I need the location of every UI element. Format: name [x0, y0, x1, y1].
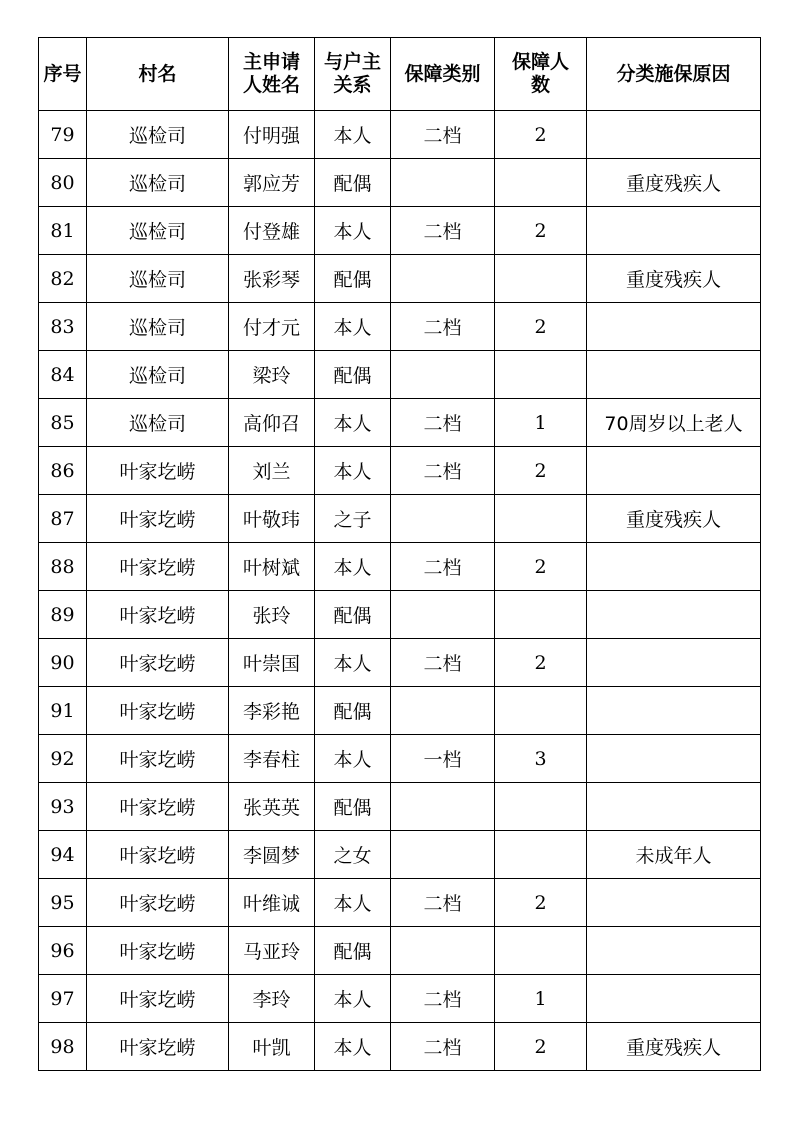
cell-persons: 3 — [495, 735, 587, 783]
cell-reason: 重度残疾人 — [587, 1023, 761, 1071]
cell-persons: 2 — [495, 879, 587, 927]
cell-relation: 本人 — [315, 975, 391, 1023]
cell-applicant-name: 叶维诚 — [229, 879, 315, 927]
cell-seq: 88 — [39, 543, 87, 591]
cell-reason: 重度残疾人 — [587, 159, 761, 207]
cell-relation: 本人 — [315, 735, 391, 783]
cell-seq: 84 — [39, 351, 87, 399]
cell-village: 叶家圪崂 — [87, 639, 229, 687]
cell-village: 叶家圪崂 — [87, 447, 229, 495]
assistance-table — [38, 37, 761, 1071]
cell-relation: 配偶 — [315, 687, 391, 735]
header-seq: 序号 — [39, 38, 87, 111]
cell-seq: 93 — [39, 783, 87, 831]
table-row — [39, 1023, 761, 1071]
cell-relation: 本人 — [315, 543, 391, 591]
cell-category — [391, 927, 495, 975]
cell-seq: 95 — [39, 879, 87, 927]
cell-relation: 本人 — [315, 1023, 391, 1071]
cell-relation: 本人 — [315, 303, 391, 351]
cell-reason — [587, 591, 761, 639]
cell-seq: 89 — [39, 591, 87, 639]
cell-category: 二档 — [391, 543, 495, 591]
cell-seq: 87 — [39, 495, 87, 543]
cell-village: 巡检司 — [87, 351, 229, 399]
cell-applicant-name: 叶敬玮 — [229, 495, 315, 543]
cell-persons: 2 — [495, 303, 587, 351]
cell-reason — [587, 111, 761, 159]
cell-village: 叶家圪崂 — [87, 591, 229, 639]
cell-applicant-name: 李春柱 — [229, 735, 315, 783]
header-reason: 分类施保原因 — [587, 38, 761, 111]
cell-category — [391, 351, 495, 399]
table-row — [39, 399, 761, 447]
header-relation — [315, 38, 391, 111]
header-applicant-line1: 主申请 — [242, 51, 300, 73]
cell-seq: 83 — [39, 303, 87, 351]
cell-category — [391, 783, 495, 831]
cell-village: 叶家圪崂 — [87, 1023, 229, 1071]
cell-relation: 配偶 — [315, 255, 391, 303]
cell-relation: 之子 — [315, 495, 391, 543]
cell-category — [391, 687, 495, 735]
cell-seq: 90 — [39, 639, 87, 687]
cell-village: 叶家圪崂 — [87, 879, 229, 927]
cell-reason — [587, 927, 761, 975]
cell-applicant-name: 付才元 — [229, 303, 315, 351]
cell-village: 叶家圪崂 — [87, 927, 229, 975]
header-applicant-line2: 人姓名 — [242, 74, 300, 96]
header-relation-line2: 关系 — [333, 74, 372, 96]
table-row — [39, 735, 761, 783]
table-row — [39, 159, 761, 207]
table-row — [39, 687, 761, 735]
cell-persons — [495, 255, 587, 303]
cell-seq: 80 — [39, 159, 87, 207]
table-row — [39, 783, 761, 831]
cell-village: 叶家圪崂 — [87, 543, 229, 591]
cell-relation: 配偶 — [315, 159, 391, 207]
cell-relation: 本人 — [315, 399, 391, 447]
cell-reason — [587, 543, 761, 591]
table-row — [39, 879, 761, 927]
cell-village: 巡检司 — [87, 111, 229, 159]
cell-village: 巡检司 — [87, 207, 229, 255]
cell-seq: 98 — [39, 1023, 87, 1071]
cell-applicant-name: 叶凯 — [229, 1023, 315, 1071]
cell-reason — [587, 303, 761, 351]
table-row — [39, 927, 761, 975]
header-persons — [495, 38, 587, 111]
cell-persons — [495, 159, 587, 207]
table-row — [39, 111, 761, 159]
table-row — [39, 255, 761, 303]
cell-category — [391, 591, 495, 639]
cell-village: 巡检司 — [87, 399, 229, 447]
header-village: 村名 — [87, 38, 229, 111]
cell-relation: 本人 — [315, 111, 391, 159]
table-body — [39, 111, 761, 1071]
cell-reason: 未成年人 — [587, 831, 761, 879]
cell-seq: 92 — [39, 735, 87, 783]
cell-reason — [587, 783, 761, 831]
cell-persons: 2 — [495, 543, 587, 591]
table-row — [39, 975, 761, 1023]
cell-village: 巡检司 — [87, 255, 229, 303]
cell-category: 二档 — [391, 639, 495, 687]
cell-seq: 97 — [39, 975, 87, 1023]
cell-category: 二档 — [391, 399, 495, 447]
cell-persons: 1 — [495, 975, 587, 1023]
cell-applicant-name: 付明强 — [229, 111, 315, 159]
cell-village: 叶家圪崂 — [87, 687, 229, 735]
cell-applicant-name: 叶崇国 — [229, 639, 315, 687]
table-row — [39, 831, 761, 879]
cell-applicant-name: 叶树斌 — [229, 543, 315, 591]
table-row — [39, 207, 761, 255]
table-row — [39, 639, 761, 687]
cell-category — [391, 831, 495, 879]
cell-category: 二档 — [391, 111, 495, 159]
cell-applicant-name: 梁玲 — [229, 351, 315, 399]
cell-reason — [587, 735, 761, 783]
cell-applicant-name: 李玲 — [229, 975, 315, 1023]
header-row — [39, 38, 761, 111]
cell-persons: 1 — [495, 399, 587, 447]
cell-persons — [495, 783, 587, 831]
cell-reason — [587, 207, 761, 255]
cell-relation: 本人 — [315, 639, 391, 687]
cell-village: 叶家圪崂 — [87, 783, 229, 831]
cell-seq: 82 — [39, 255, 87, 303]
cell-seq: 94 — [39, 831, 87, 879]
cell-category — [391, 495, 495, 543]
cell-reason: 重度残疾人 — [587, 255, 761, 303]
cell-relation: 本人 — [315, 207, 391, 255]
cell-relation: 本人 — [315, 447, 391, 495]
header-relation-line1: 与户主 — [323, 51, 381, 73]
cell-category: 二档 — [391, 447, 495, 495]
cell-applicant-name: 郭应芳 — [229, 159, 315, 207]
cell-relation: 配偶 — [315, 927, 391, 975]
cell-seq: 85 — [39, 399, 87, 447]
cell-applicant-name: 马亚玲 — [229, 927, 315, 975]
cell-applicant-name: 刘兰 — [229, 447, 315, 495]
table-row — [39, 351, 761, 399]
cell-seq: 81 — [39, 207, 87, 255]
cell-persons: 2 — [495, 639, 587, 687]
cell-persons — [495, 687, 587, 735]
cell-persons: 2 — [495, 1023, 587, 1071]
cell-reason — [587, 447, 761, 495]
cell-reason — [587, 975, 761, 1023]
cell-applicant-name: 高仰召 — [229, 399, 315, 447]
table-row — [39, 303, 761, 351]
cell-persons — [495, 495, 587, 543]
cell-persons — [495, 591, 587, 639]
cell-village: 叶家圪崂 — [87, 495, 229, 543]
cell-persons: 2 — [495, 207, 587, 255]
cell-applicant-name: 李彩艳 — [229, 687, 315, 735]
cell-relation: 本人 — [315, 879, 391, 927]
cell-village: 叶家圪崂 — [87, 831, 229, 879]
header-persons-line1: 保障人 — [511, 51, 569, 73]
cell-relation: 之女 — [315, 831, 391, 879]
header-persons-line2: 数 — [530, 74, 550, 96]
table-row — [39, 447, 761, 495]
header-applicant — [229, 38, 315, 111]
cell-applicant-name: 张英英 — [229, 783, 315, 831]
cell-category: 二档 — [391, 303, 495, 351]
cell-persons: 2 — [495, 111, 587, 159]
cell-category: 二档 — [391, 207, 495, 255]
cell-category — [391, 159, 495, 207]
cell-reason — [587, 351, 761, 399]
cell-village: 叶家圪崂 — [87, 975, 229, 1023]
header-category: 保障类别 — [391, 38, 495, 111]
cell-persons — [495, 351, 587, 399]
cell-village: 巡检司 — [87, 159, 229, 207]
cell-persons: 2 — [495, 447, 587, 495]
cell-relation: 配偶 — [315, 591, 391, 639]
cell-persons — [495, 927, 587, 975]
cell-village: 叶家圪崂 — [87, 735, 229, 783]
cell-seq: 96 — [39, 927, 87, 975]
cell-reason: 重度残疾人 — [587, 495, 761, 543]
cell-reason: 70周岁以上老人 — [587, 399, 761, 447]
cell-seq: 91 — [39, 687, 87, 735]
cell-applicant-name: 付登雄 — [229, 207, 315, 255]
cell-reason — [587, 687, 761, 735]
cell-category — [391, 255, 495, 303]
cell-relation: 配偶 — [315, 351, 391, 399]
table-row — [39, 495, 761, 543]
cell-seq: 86 — [39, 447, 87, 495]
table-row — [39, 543, 761, 591]
cell-relation: 配偶 — [315, 783, 391, 831]
cell-reason — [587, 879, 761, 927]
cell-seq: 79 — [39, 111, 87, 159]
cell-category: 二档 — [391, 975, 495, 1023]
cell-applicant-name: 张彩琴 — [229, 255, 315, 303]
table-row — [39, 591, 761, 639]
cell-persons — [495, 831, 587, 879]
cell-reason — [587, 639, 761, 687]
cell-applicant-name: 张玲 — [229, 591, 315, 639]
cell-category: 一档 — [391, 735, 495, 783]
cell-village: 巡检司 — [87, 303, 229, 351]
cell-applicant-name: 李圆梦 — [229, 831, 315, 879]
cell-category: 二档 — [391, 1023, 495, 1071]
cell-category: 二档 — [391, 879, 495, 927]
